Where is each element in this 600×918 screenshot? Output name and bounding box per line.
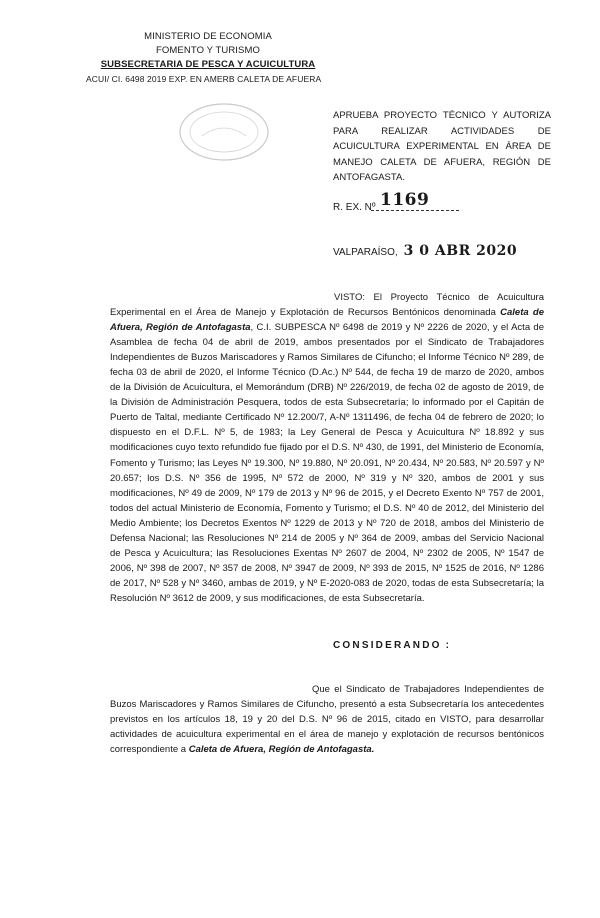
visto-body: , C.I. SUBPESCA Nº 6498 de 2019 y Nº 2226 de 2020, y el Acta de Asamblea de fecha 04 de abril de 2019, ambos presentados por el Sindicato de Trabajadores Independientes de Buzos Mariscadores y Ramos Similares de Cifuncho; el Informe Técnico Nº 289, de fecha 03 de abril de 2020, el Informe Técnico (D.Ac.) Nº 544, de fecha 19 de marzo de 2020, ambos de la División de Acuicultura, el Memorándum (DRB) Nº 226/2019, de fecha 02 de agosto de 2019, de la División de Administración Pesquera, todos de esta Subsecretaría; lo informado por el Capitán de Puerto de Taltal, mediante Certificado Nº 12.200/7, A-Nº 1311496, de fecha 04 de febrero de 2020; lo dispuesto en el D.F.L. Nº 5, de 1983; la Ley General de Pesca y Acuicultura Nº 18.892 y sus modificaciones cuyo texto refundido fue fijado por el D.S. Nº 430, de 1991, del Ministerio de Economía, Fomento y Turismo; las Leyes Nº 19.300, Nº 19.880, Nº 20.091, Nº 20.434, Nº 20.583, Nº 20.597 y Nº 20.657; los D.S. Nº 356 de 1995, Nº 572 de 2000, Nº 319 y Nº 320, ambos de 2001 y sus modificaciones, Nº 49 de 2009, Nº 179 de 2013 y Nº 96 de 2015, y el Decreto Exento Nº 757 de 2001, todos del actual Ministerio de Economía, Fomento y Turismo; el D.S. Nº 40 de 2012, del Ministerio del Medio Ambiente; los Decretos Exentos Nº 1229 de 2013 y Nº 720 de 2018, ambos del Ministerio de Defensa Nacional; las Resoluciones Nº 214 de 2005 y Nº 364 de 2009, ambas del Servicio Nacional de Pesca y Acuicultura; las Resoluciones Exentas Nº 2607 de 2004, Nº 2302 de 2005, Nº 1547 de 2006, Nº 398 de 2007, Nº 357 de 2008, Nº 3947 de 2009, Nº 393 de 2015, Nº 1525 de 2016, Nº 1286 de 2017, Nº 528 y Nº 3460, ambas de 2019, y Nº E-2020-083 de 2020, todas de esta Subsecretaría; la Resolución Nº 3612 de 2009, y sus modificaciones, de esta Subsecretaría. (110, 322, 544, 604)
considerando-text: CONSIDERANDO (333, 640, 442, 651)
resolution-number-block (333, 190, 573, 216)
city: VALPARAÍSO, (333, 247, 398, 258)
paragraph-1-lead: Que el Sindicato de Trabajadores Independientes de Buzos Mariscadores y Ramos Similares de Cifuncho, presentó a esta Subsecretaría los antecedentes previstos en los artículos 18, 19 y 20 del D.S. Nº 96 de 2015, citado en VISTO, para desarrollar actividades de acuicultura experimental en el área de manejo y explotación de recursos bentónicos correspondiente a (110, 684, 544, 756)
visto-section (110, 290, 544, 606)
letterhead (88, 30, 328, 86)
undersecretariat-name: SUBSECRETARIA DE PESCA Y ACUICULTURA (100, 59, 316, 70)
resolution-subject: APRUEBA PROYECTO TÉCNICO Y AUTORIZA PARA REALIZAR ACTIVIDADES DE ACUICULTURA EXPERIMENTAL EN ÁREA DE MANEJO CALETA DE AFUERA, REGIÓN DE ANTOFAGASTA. (333, 110, 551, 183)
considerando-paragraph-text (110, 682, 544, 757)
project-name: Caleta de Afuera, Región de Antofagasta (110, 307, 544, 334)
date-stamp: 3 0 ABR 2020 (403, 243, 518, 259)
visto-paragraph (110, 290, 544, 606)
considerando-colon: : (445, 640, 452, 651)
ministry-name: MINISTERIO DE ECONOMIA (144, 31, 272, 42)
visto-lead: VISTO: El Proyecto Técnico de Acuicultura Experimental en el Área de Manejo y Explotación de Recursos Bentónicos denominada (110, 292, 544, 319)
file-reference: ACUI/ CI. 6498 2019 EXP. EN AMERB CALETA DE AFUERA (86, 74, 322, 84)
considerando-paragraph-1 (110, 682, 544, 757)
resolution-label: R. EX. Nº (333, 202, 376, 213)
faded-seal-stamp (172, 98, 276, 166)
place-and-date (333, 243, 517, 259)
number-underline (371, 210, 459, 211)
paragraph-1-location: Caleta de Afuera, Región de Antofagasta. (188, 744, 375, 756)
ministry-subname: FOMENTO Y TURISMO (156, 45, 260, 56)
considerando-heading (333, 640, 451, 651)
resolution-number: 1169 (380, 190, 430, 210)
